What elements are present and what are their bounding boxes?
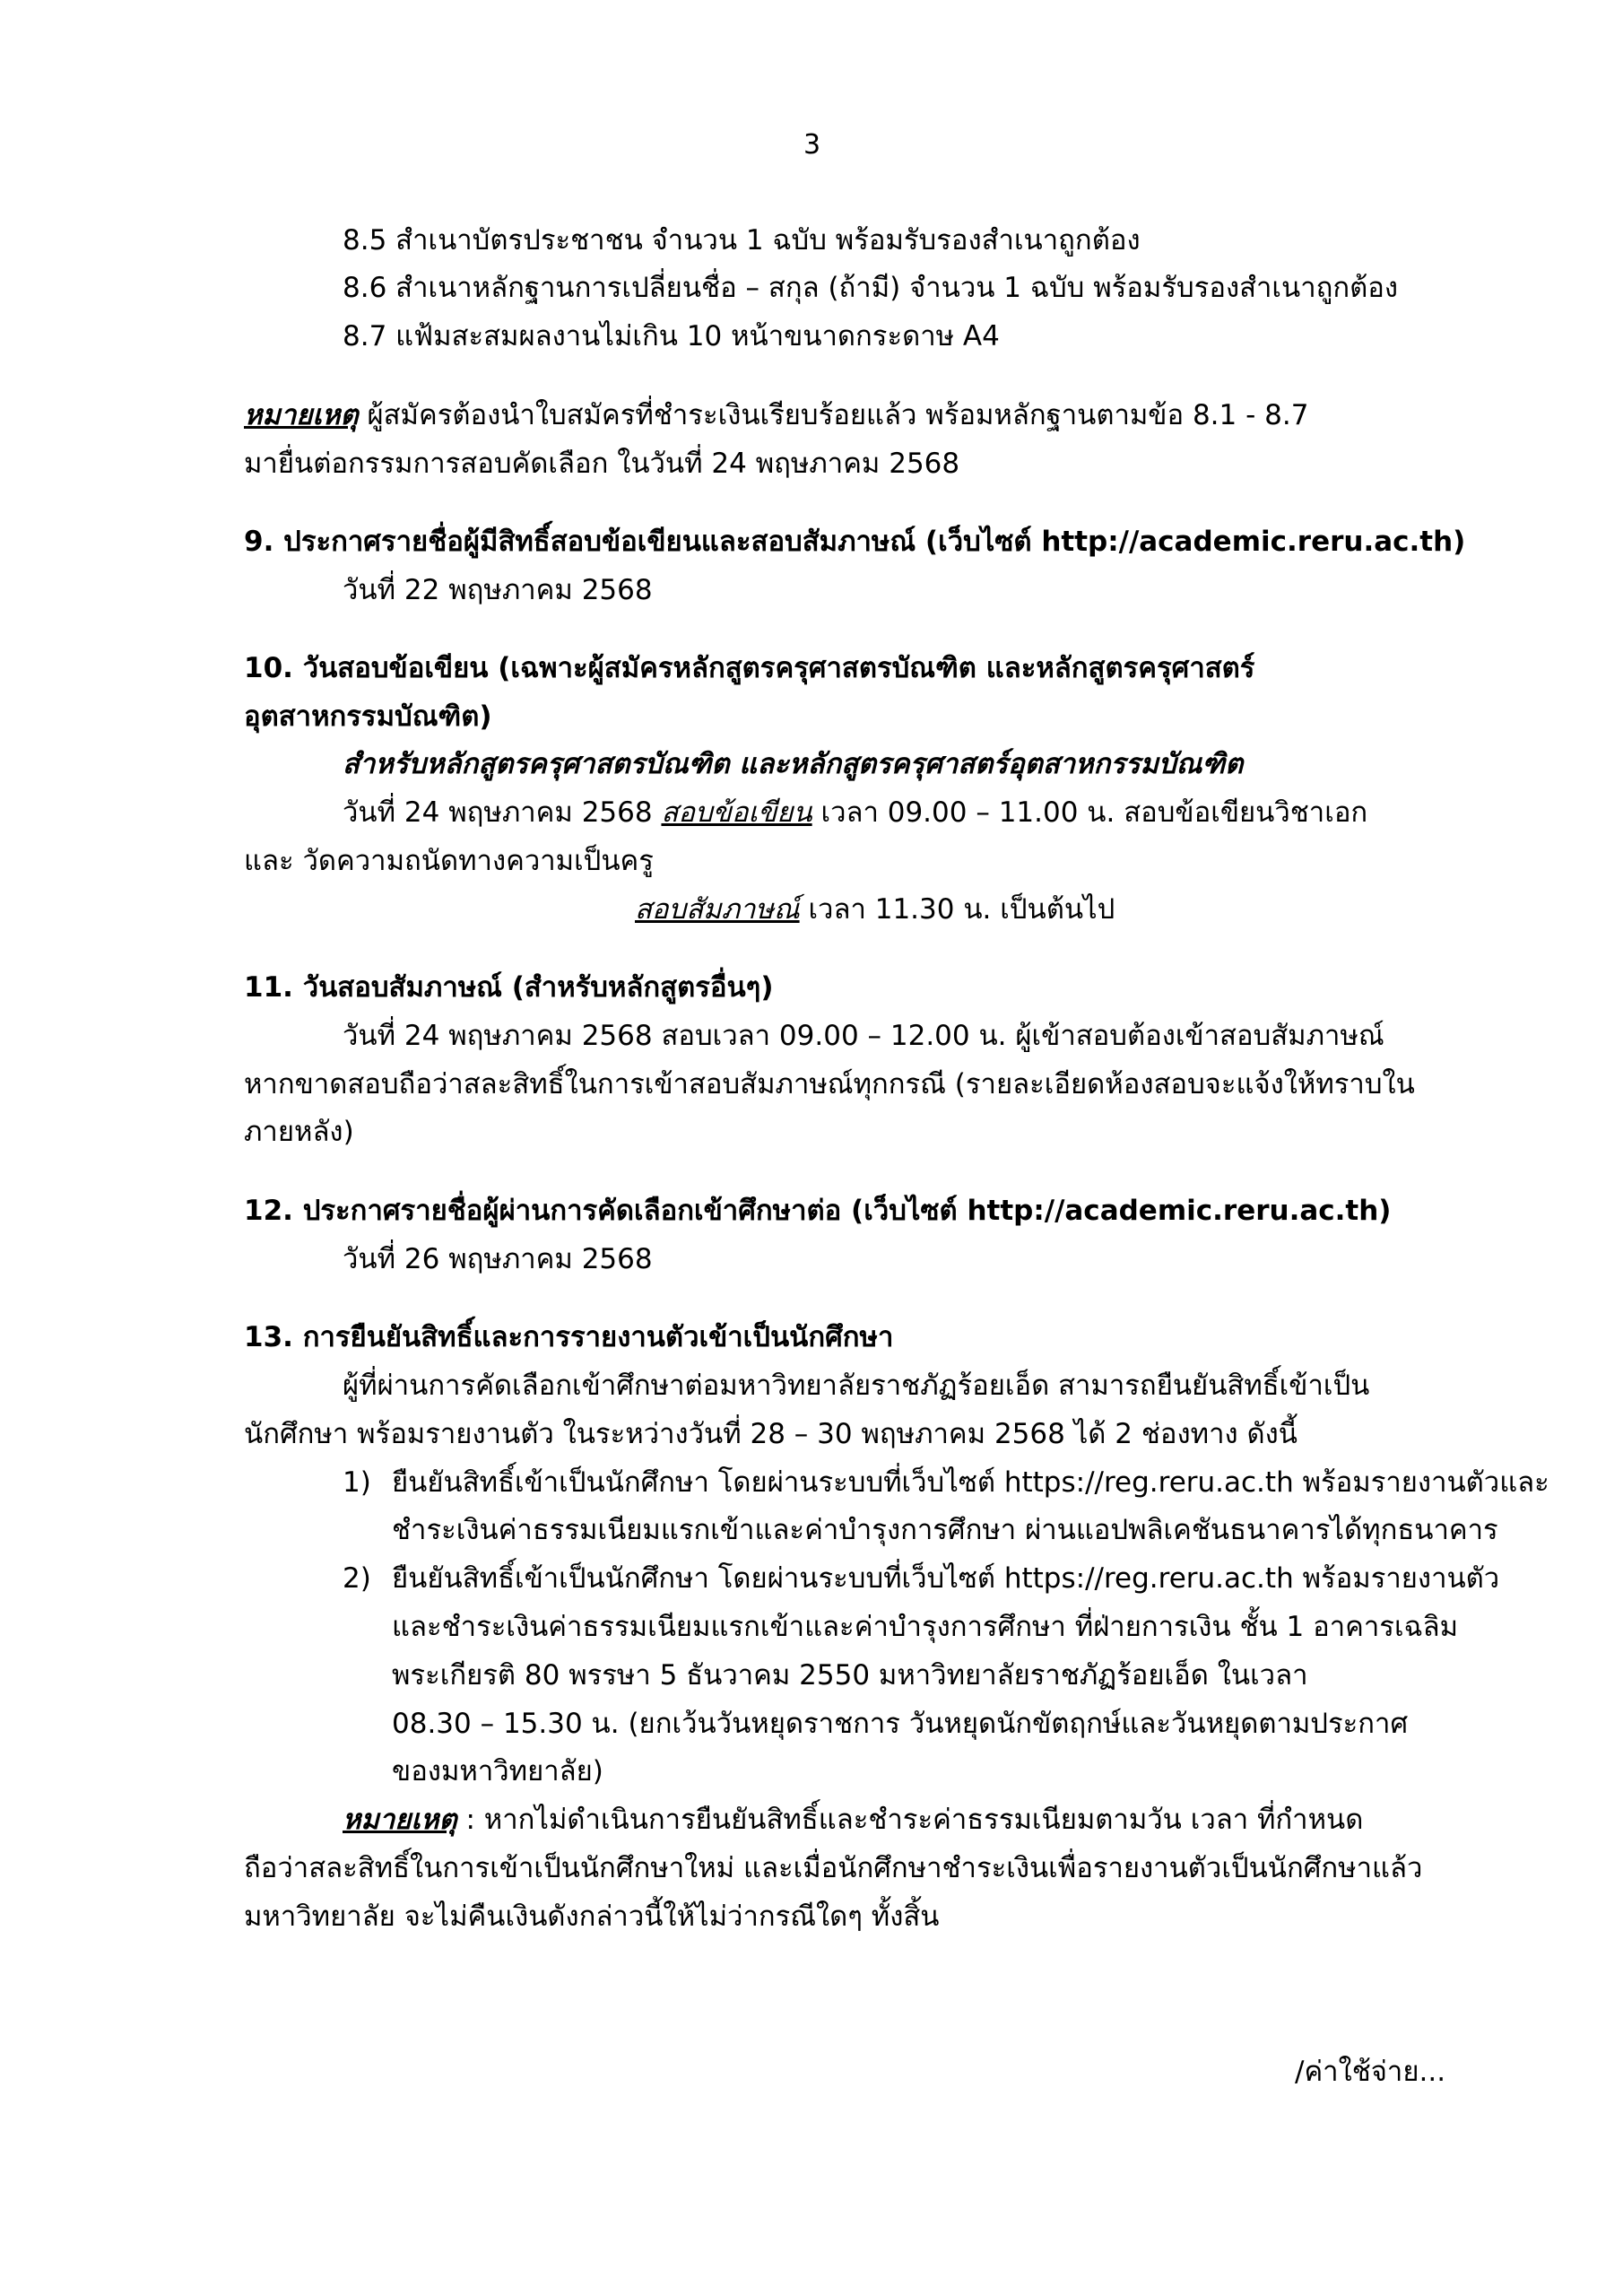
section-9-heading: 9. ประกาศรายชื่อผู้มีสิทธิ์สอบข้อเขียนและสอบสัมภาษณ์ (เว็บไซต์ http://academic.reru.ac.th) [244, 526, 1466, 558]
section-10-heading: 10. วันสอบข้อเขียน (เฉพาะผู้สมัครหลักสูตรครุศาสตรบัณฑิต และหลักสูตรครุศาสตร์ [244, 652, 1255, 684]
section-10-heading-cont: อุตสาหกรรมบัณฑิต) [244, 700, 492, 733]
option-2-number: 2) [343, 1562, 371, 1595]
section-10-subheading: สำหรับหลักสูตรครุศาสตรบัณฑิต และหลักสูตรครุศาสตร์อุตสาหกรรมบัณฑิต [343, 748, 1244, 780]
doc-item-8-5: 8.5 สำเนาบัตรประชาชน จำนวน 1 ฉบับ พร้อมรับรองสำเนาถูกต้อง [343, 224, 1141, 257]
option-2-line-3: พระเกียรติ 80 พรรษา 5 ธันวาคม 2550 มหาวิทยาลัยราชภัฏร้อยเอ็ด ในเวลา [392, 1659, 1308, 1692]
option-2-line-5: ของมหาวิทยาลัย) [392, 1755, 603, 1787]
option-2-line-4: 08.30 – 15.30 น. (ยกเว้นวันหยุดราชการ วันหยุดนักขัตฤกษ์และวันหยุดตามประกาศ [392, 1708, 1409, 1740]
interview-time-text: เวลา 11.30 น. เป็นต้นไป [799, 893, 1115, 926]
page-number: 3 [803, 129, 821, 161]
option-1-number: 1) [343, 1466, 371, 1499]
section-11-line-2: หากขาดสอบถือว่าสละสิทธิ์ในการเข้าสอบสัมภาษณ์ทุกกรณี (รายละเอียดห้องสอบจะแจ้งให้ทราบใน [244, 1068, 1415, 1100]
section-11-line-3: ภายหลัง) [244, 1116, 354, 1148]
option-2-line-1: ยืนยันสิทธิ์เข้าเป็นนักศึกษา โดยผ่านระบบที่เว็บไซต์ https://reg.reru.ac.th พร้อมรายงานตัว [392, 1562, 1500, 1595]
interview-label: สอบสัมภาษณ์ [635, 893, 800, 926]
note-label: หมายเหตุ [244, 399, 359, 431]
option-2-line-2: และชำระเงินค่าธรรมเนียมแรกเข้าและค่าบำรุงการศึกษา ที่ฝ่ายการเงิน ชั้น 1 อาคารเฉลิม [392, 1611, 1459, 1643]
written-exam-label: สอบข้อเขียน [661, 796, 812, 829]
section-10-schedule-cont: และ วัดความถนัดทางความเป็นครู [244, 845, 654, 877]
section-12-heading: 12. ประกาศรายชื่อผู้ผ่านการคัดเลือกเข้าศึกษาต่อ (เว็บไซต์ http://academic.reru.ac.th) [244, 1195, 1392, 1227]
option-1-line-2: ชำระเงินค่าธรรมเนียมแรกเข้าและค่าบำรุงการศึกษา ผ่านแอปพลิเคชันธนาคารได้ทุกธนาคาร [392, 1514, 1498, 1546]
section-13-note-label: หมายเหตุ [343, 1804, 457, 1836]
written-exam-time: เวลา 09.00 – 11.00 น. สอบข้อเขียนวิชาเอก [812, 796, 1368, 829]
section-13-intro-2: นักศึกษา พร้อมรายงานตัว ในระหว่างวันที่ 28 – 30 พฤษภาคม 2568 ได้ 2 ช่องทาง ดังนี้ [244, 1418, 1298, 1450]
schedule-date: วันที่ 24 พฤษภาคม 2568 [343, 796, 662, 829]
section-13-note-line-3: มหาวิทยาลัย จะไม่คืนเงินดังกล่าวนี้ให้ไม่ว่ากรณีใดๆ ทั้งสิ้น [244, 1900, 940, 1933]
section-11-heading: 11. วันสอบสัมภาษณ์ (สำหรับหลักสูตรอื่นๆ) [244, 971, 774, 1004]
section-12-date: วันที่ 26 พฤษภาคม 2568 [343, 1243, 653, 1275]
section-13-intro-1: ผู้ที่ผ่านการคัดเลือกเข้าศึกษาต่อมหาวิทยาลัยราชภัฏร้อยเอ็ด สามารถยืนยันสิทธิ์เข้าเป็น [343, 1370, 1370, 1402]
section-13-note-text: : หากไม่ดำเนินการยืนยันสิทธิ์และชำระค่าธรรมเนียมตามวัน เวลา ที่กำหนด [456, 1804, 1364, 1836]
note-paragraph [244, 396, 1308, 435]
section-9-date: วันที่ 22 พฤษภาคม 2568 [343, 574, 653, 606]
option-1-line-1: ยืนยันสิทธิ์เข้าเป็นนักศึกษา โดยผ่านระบบที่เว็บไซต์ https://reg.reru.ac.th พร้อมรายงานตัวและ [392, 1466, 1549, 1499]
doc-item-8-6: 8.6 สำเนาหลักฐานการเปลี่ยนชื่อ – สกุล (ถ้ามี) จำนวน 1 ฉบับ พร้อมรับรองสำเนาถูกต้อง [343, 272, 1399, 304]
note-text: ผู้สมัครต้องนำใบสมัครที่ชำระเงินเรียบร้อยแล้ว พร้อมหลักฐานตามข้อ 8.1 - 8.7 [358, 399, 1309, 431]
section-13-note-line-2: ถือว่าสละสิทธิ์ในการเข้าเป็นนักศึกษาใหม่ และเมื่อนักศึกษาชำระเงินเพื่อรายงานตัวเป็นนักศึกษาแล้ว [244, 1852, 1423, 1884]
interview-time [635, 890, 1115, 929]
section-10-schedule [343, 793, 1367, 832]
section-11-line-1: วันที่ 24 พฤษภาคม 2568 สอบเวลา 09.00 – 12.00 น. ผู้เข้าสอบต้องเข้าสอบสัมภาษณ์ [343, 1020, 1384, 1052]
continuation-marker: /ค่าใช้จ่าย... [1295, 2056, 1446, 2088]
note-line-2: มายื่นต่อกรรมการสอบคัดเลือก ในวันที่ 24 พฤษภาคม 2568 [244, 448, 960, 480]
section-13-note [343, 1800, 1363, 1839]
doc-item-8-7: 8.7 แฟ้มสะสมผลงานไม่เกิน 10 หน้าขนาดกระดาษ A4 [343, 320, 1000, 352]
section-13-heading: 13. การยืนยันสิทธิ์และการรายงานตัวเข้าเป็นนักศึกษา [244, 1321, 894, 1353]
